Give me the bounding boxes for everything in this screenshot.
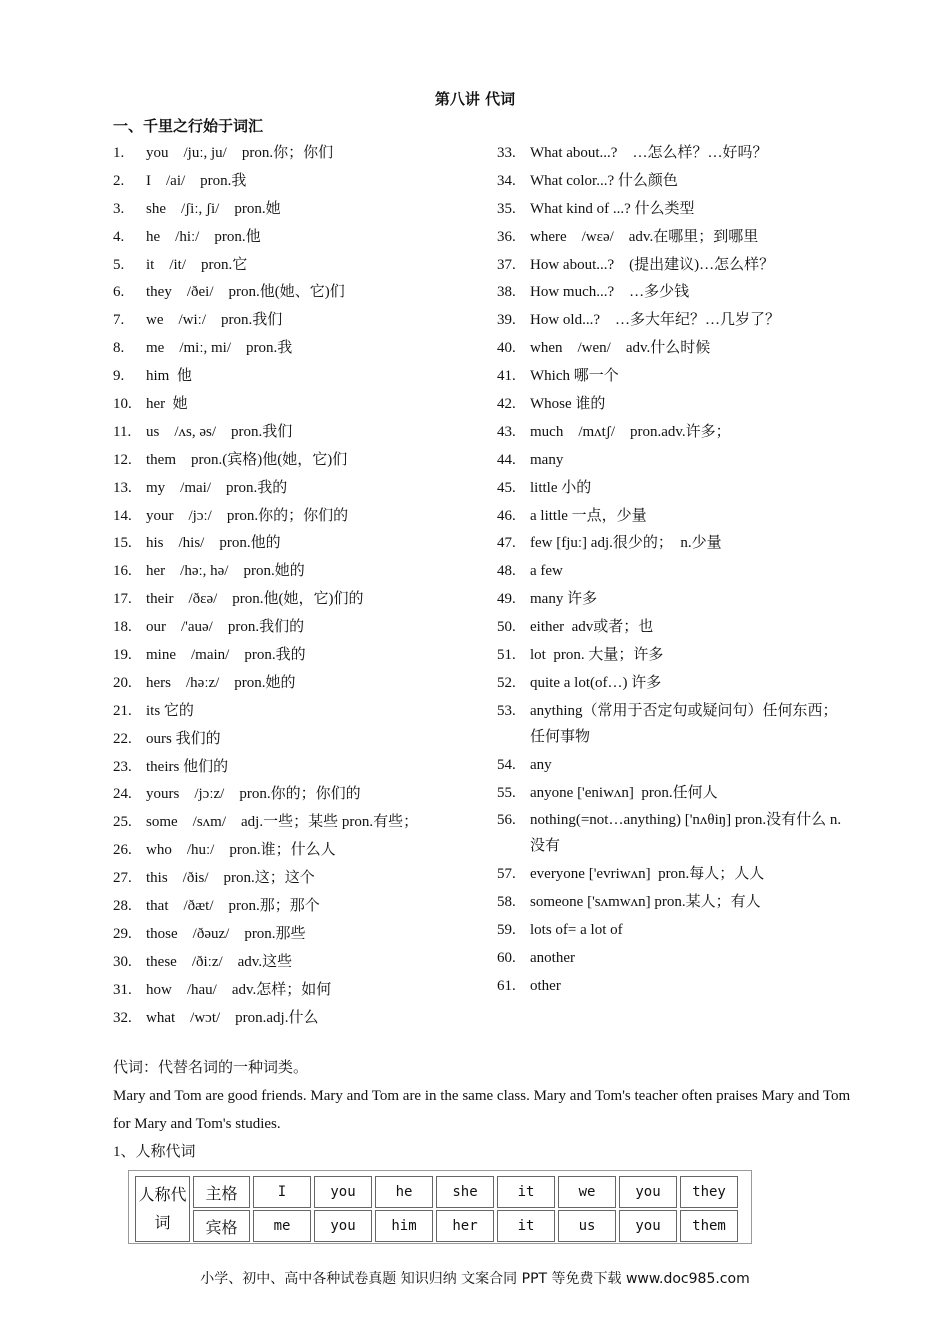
vocab-item bbox=[497, 419, 847, 445]
vocab-item-number: 33. bbox=[497, 145, 516, 161]
vocab-item-number: 30. bbox=[113, 953, 132, 970]
vocab-item-text: this /ðis/ pron.这；这个 bbox=[146, 870, 315, 887]
vocab-item-text: How about...? (提出建议)…怎么样？ bbox=[530, 256, 775, 273]
vocab-item-text: those /ðəuz/ pron.那些 bbox=[146, 925, 306, 942]
vocab-item-number: 17. bbox=[113, 591, 132, 608]
vocab-item-number: 23. bbox=[113, 758, 132, 775]
vocab-item bbox=[113, 614, 483, 640]
vocab-item-number: 10. bbox=[113, 396, 132, 413]
vocab-item bbox=[113, 196, 483, 222]
vocab-item-number: 37. bbox=[497, 256, 516, 273]
vocab-item bbox=[497, 945, 847, 971]
table-header-cell bbox=[135, 1176, 190, 1242]
vocab-item-number: 52. bbox=[497, 674, 516, 691]
vocab-item-text: her /həː, hə/ pron.她的 bbox=[146, 563, 305, 580]
vocab-item bbox=[113, 279, 483, 305]
vocab-item-number: 38. bbox=[497, 284, 516, 301]
vocab-item-text: What kind of ...? 什么类型 bbox=[530, 200, 695, 217]
vocab-item-number: 18. bbox=[113, 619, 132, 636]
vocab-item-number: 53. bbox=[497, 702, 516, 719]
vocab-item-text: him 他 bbox=[146, 368, 192, 385]
vocab-item-text: where /wɛə/ adv.在哪里；到哪里 bbox=[530, 228, 759, 245]
vocab-item bbox=[497, 670, 847, 696]
table-header-line: 人称代 bbox=[138, 1185, 187, 1204]
vocab-item bbox=[113, 307, 483, 333]
vocab-item-text: theirs 他们的 bbox=[146, 758, 229, 775]
vocab-item-number: 16. bbox=[113, 563, 132, 580]
vocab-item bbox=[497, 252, 847, 278]
vocab-item-text: quite a lot(of…) 许多 bbox=[530, 674, 662, 691]
vocab-item bbox=[113, 698, 483, 724]
vocab-item-number: 60. bbox=[497, 950, 516, 967]
vocab-item bbox=[497, 642, 847, 668]
vocab-item bbox=[113, 475, 483, 501]
vocab-item-text: what /wɔt/ pron.adj.什么 bbox=[146, 1009, 319, 1026]
vocab-item-text: he /hiː/ pron.他 bbox=[146, 228, 261, 245]
vocab-item bbox=[113, 977, 483, 1003]
table-cell: you bbox=[619, 1176, 677, 1208]
vocab-item bbox=[497, 752, 847, 778]
vocab-item-text: few [fjuː] adj.很少的； n.少量 bbox=[530, 535, 722, 552]
vocab-list-right bbox=[497, 140, 847, 1001]
vocab-item bbox=[113, 754, 483, 780]
vocab-item bbox=[497, 475, 847, 501]
vocab-item-number: 21. bbox=[113, 702, 132, 719]
vocab-item bbox=[497, 503, 847, 529]
vocab-item-text: yours /jɔːz/ pron.你的；你们的 bbox=[146, 786, 361, 803]
vocab-item-text: my /mai/ pron.我的 bbox=[146, 479, 288, 496]
vocab-item bbox=[113, 921, 483, 947]
vocab-item bbox=[113, 837, 483, 863]
vocab-item-number: 9. bbox=[113, 368, 125, 385]
case-label-objective: 宾格 bbox=[193, 1210, 250, 1242]
table-cell: them bbox=[680, 1210, 738, 1242]
vocab-item-number: 49. bbox=[497, 591, 516, 608]
vocab-item-number: 44. bbox=[497, 451, 516, 468]
vocab-item bbox=[497, 335, 847, 361]
table-cell: I bbox=[253, 1176, 311, 1208]
vocab-item bbox=[497, 973, 847, 999]
vocab-item bbox=[497, 614, 847, 640]
vocab-item-text: everyone ['evriwʌn] pron.每人；人人 bbox=[530, 866, 765, 883]
vocab-item bbox=[497, 807, 847, 859]
vocab-item-text: these /ðiːz/ adv.这些 bbox=[146, 953, 293, 970]
table-cell: it bbox=[497, 1210, 555, 1242]
vocab-item-number: 12. bbox=[113, 451, 132, 468]
vocab-item-text: either adv或者；也 bbox=[530, 619, 654, 636]
vocab-item-number: 19. bbox=[113, 647, 132, 664]
vocab-item-text: their /ðɛə/ pron.他(她，它)们的 bbox=[146, 591, 364, 608]
table-cell: you bbox=[314, 1210, 372, 1242]
vocab-item-text: that /ðæt/ pron.那；那个 bbox=[146, 898, 320, 915]
vocab-item-number: 51. bbox=[497, 647, 516, 664]
vocab-item-text: anything（常用于否定句或疑问句）任何东西；任何事物 bbox=[530, 702, 838, 745]
vocab-item bbox=[113, 893, 483, 919]
vocab-item-text: many bbox=[530, 451, 564, 468]
vocab-item-text: who /huː/ pron.谁；什么人 bbox=[146, 842, 336, 859]
vocab-item-text: someone ['sʌmwʌn] pron.某人；有人 bbox=[530, 894, 761, 911]
table-cell: they bbox=[680, 1176, 738, 1208]
case-label-subjective: 主格 bbox=[193, 1176, 250, 1208]
vocab-item-text: How much...? …多少钱 bbox=[530, 284, 690, 301]
vocab-item bbox=[497, 363, 847, 389]
vocab-item bbox=[113, 670, 483, 696]
vocab-item-text: Which 哪一个 bbox=[530, 368, 619, 385]
vocab-item-number: 22. bbox=[113, 730, 132, 747]
vocab-item bbox=[113, 1005, 483, 1031]
table-cell: he bbox=[375, 1176, 433, 1208]
vocab-item bbox=[497, 391, 847, 417]
vocab-item bbox=[113, 419, 483, 445]
vocab-item-number: 6. bbox=[113, 284, 125, 301]
vocab-item-text: Whose 谁的 bbox=[530, 396, 606, 413]
vocab-item-number: 32. bbox=[113, 1009, 132, 1026]
section-heading: 一、千里之行始于词汇 bbox=[113, 117, 264, 135]
vocab-item-text: hers /həːz/ pron.她的 bbox=[146, 674, 296, 691]
vocab-item-number: 5. bbox=[113, 256, 125, 273]
table-cell: we bbox=[558, 1176, 616, 1208]
vocab-item-text: any bbox=[530, 756, 552, 773]
vocab-item-number: 48. bbox=[497, 563, 516, 580]
table-cell: it bbox=[497, 1176, 555, 1208]
vocab-item bbox=[113, 530, 483, 556]
vocab-item bbox=[497, 224, 847, 250]
vocab-item-number: 43. bbox=[497, 423, 516, 440]
table-row bbox=[135, 1210, 738, 1242]
vocab-item-number: 55. bbox=[497, 784, 516, 801]
vocab-item bbox=[113, 726, 483, 752]
vocab-item-number: 14. bbox=[113, 507, 132, 524]
vocab-item bbox=[113, 503, 483, 529]
vocab-list-left bbox=[113, 140, 483, 1033]
body-paragraphs bbox=[113, 1054, 853, 1166]
vocab-item-number: 47. bbox=[497, 535, 516, 552]
vocab-item-text: nothing(=not…anything) ['nʌθiŋ] pron.没有什么 n.没有 bbox=[530, 812, 842, 855]
vocab-item bbox=[113, 781, 483, 807]
pronoun-table bbox=[132, 1174, 741, 1244]
vocab-item bbox=[497, 861, 847, 887]
vocab-item bbox=[497, 140, 847, 166]
vocab-item-text: she /ʃiː, ʃi/ pron.她 bbox=[146, 200, 281, 217]
vocab-item-number: 35. bbox=[497, 200, 516, 217]
table-cell: me bbox=[253, 1210, 311, 1242]
footer-text: 小学、初中、高中各种试卷真题 知识归纳 文案合同 PPT 等免费下载 www.doc985.com bbox=[200, 1271, 750, 1287]
vocab-item bbox=[497, 558, 847, 584]
vocab-item-number: 27. bbox=[113, 870, 132, 887]
vocab-item-number: 29. bbox=[113, 925, 132, 942]
vocab-item-text: some /sʌm/ adj.一些；某些 pron.有些； bbox=[146, 814, 419, 831]
table-cell: you bbox=[314, 1176, 372, 1208]
vocab-item bbox=[497, 698, 847, 750]
vocab-item-text: anyone ['eniwʌn] pron.任何人 bbox=[530, 784, 718, 801]
vocab-item-text: them pron.(宾格)他(她，它)们 bbox=[146, 451, 348, 468]
vocab-item-text: many 许多 bbox=[530, 591, 598, 608]
vocab-item-text: our /'auə/ pron.我们的 bbox=[146, 619, 305, 636]
vocab-item-number: 20. bbox=[113, 674, 132, 691]
vocab-item-number: 59. bbox=[497, 922, 516, 939]
vocab-item-number: 45. bbox=[497, 479, 516, 496]
vocab-item-number: 26. bbox=[113, 842, 132, 859]
vocab-item-text: his /his/ pron.他的 bbox=[146, 535, 281, 552]
vocab-item-text: I /ai/ pron.我 bbox=[146, 172, 247, 189]
table-cell: us bbox=[558, 1210, 616, 1242]
vocab-item-number: 28. bbox=[113, 898, 132, 915]
table-cell: her bbox=[436, 1210, 494, 1242]
vocab-item-text: little 小的 bbox=[530, 479, 592, 496]
vocab-item bbox=[497, 917, 847, 943]
vocab-item bbox=[497, 780, 847, 806]
vocab-item bbox=[113, 140, 483, 166]
vocab-item bbox=[497, 168, 847, 194]
vocab-item-text: they /ðei/ pron.他(她、它)们 bbox=[146, 284, 345, 301]
vocab-item bbox=[113, 224, 483, 250]
table-cell: she bbox=[436, 1176, 494, 1208]
vocab-item-number: 31. bbox=[113, 981, 132, 998]
vocab-item-number: 4. bbox=[113, 228, 125, 245]
vocab-item-text: a few bbox=[530, 563, 563, 580]
vocab-item-number: 34. bbox=[497, 172, 516, 189]
vocab-item-number: 13. bbox=[113, 479, 132, 496]
vocab-item-number: 15. bbox=[113, 535, 132, 552]
vocab-item bbox=[497, 447, 847, 473]
vocab-item bbox=[497, 889, 847, 915]
vocab-item-text: other bbox=[530, 977, 561, 994]
vocab-item bbox=[113, 558, 483, 584]
vocab-item-number: 54. bbox=[497, 756, 516, 773]
vocab-item bbox=[113, 252, 483, 278]
vocab-item bbox=[113, 642, 483, 668]
vocab-item-number: 3. bbox=[113, 200, 125, 217]
vocab-item bbox=[113, 586, 483, 612]
vocab-item-number: 42. bbox=[497, 396, 516, 413]
vocab-item bbox=[497, 530, 847, 556]
vocab-item-number: 41. bbox=[497, 368, 516, 385]
vocab-item-number: 58. bbox=[497, 894, 516, 911]
vocab-item-number: 57. bbox=[497, 866, 516, 883]
definition-paragraph: 代词：代替名词的一种词类。 bbox=[113, 1060, 309, 1076]
vocab-item-text: much /mʌtʃ/ pron.adv.许多； bbox=[530, 423, 731, 440]
vocab-item bbox=[113, 335, 483, 361]
vocab-item bbox=[497, 279, 847, 305]
vocab-item-text: another bbox=[530, 950, 575, 967]
vocab-item-text: it /it/ pron.它 bbox=[146, 256, 248, 273]
example-paragraph: Mary and Tom are good friends. Mary and Tom are in the same class. Mary and Tom's teacher often praises Mary and Tom for Mary and Tom's studies. bbox=[113, 1088, 851, 1132]
vocab-item-text: your /jɔː/ pron.你的；你们的 bbox=[146, 507, 349, 524]
vocab-item-text: us /ʌs, əs/ pron.我们 bbox=[146, 423, 293, 440]
vocab-item-number: 39. bbox=[497, 312, 516, 329]
vocab-item-number: 36. bbox=[497, 228, 516, 245]
vocab-item-number: 61. bbox=[497, 977, 516, 994]
vocab-item-text: we /wiː/ pron.我们 bbox=[146, 312, 283, 329]
vocab-item-text: a little 一点，少量 bbox=[530, 507, 647, 524]
vocab-item-text: What about...? …怎么样？…好吗？ bbox=[530, 145, 768, 161]
vocab-item-number: 50. bbox=[497, 619, 516, 636]
vocab-item bbox=[113, 447, 483, 473]
vocab-item-text: how /hau/ adv.怎样；如何 bbox=[146, 981, 332, 998]
vocab-item bbox=[113, 949, 483, 975]
vocab-item-text: its 它的 bbox=[146, 702, 194, 719]
vocab-item-text: her 她 bbox=[146, 396, 188, 413]
vocab-item bbox=[113, 809, 483, 835]
vocab-item-number: 1. bbox=[113, 145, 125, 161]
vocab-item-text: How old...? …多大年纪？…几岁了？ bbox=[530, 312, 780, 329]
table-cell: you bbox=[619, 1210, 677, 1242]
vocab-item-text: you /juː, ju/ pron.你；你们 bbox=[146, 145, 334, 161]
table-header-line: 词 bbox=[154, 1213, 171, 1232]
table-row bbox=[135, 1176, 738, 1208]
vocab-item-text: ours 我们的 bbox=[146, 730, 221, 747]
vocab-item-number: 40. bbox=[497, 340, 516, 357]
vocab-item bbox=[497, 586, 847, 612]
vocab-item-text: me /miː, mi/ pron.我 bbox=[146, 340, 293, 357]
pronoun-table-frame bbox=[128, 1170, 752, 1244]
vocab-item bbox=[113, 391, 483, 417]
vocab-item bbox=[497, 307, 847, 333]
vocab-item-number: 11. bbox=[113, 423, 132, 440]
vocab-item-number: 25. bbox=[113, 814, 132, 831]
vocab-item-text: lot pron. 大量；许多 bbox=[530, 647, 664, 664]
vocab-item-text: lots of= a lot of bbox=[530, 922, 623, 939]
table-cell: him bbox=[375, 1210, 433, 1242]
vocab-item bbox=[113, 363, 483, 389]
vocab-item-number: 56. bbox=[497, 812, 516, 829]
subsection-heading: 1、人称代词 bbox=[113, 1144, 196, 1160]
page-title: 第八讲 代词 bbox=[434, 90, 516, 108]
vocab-item-number: 24. bbox=[113, 786, 132, 803]
vocab-item-number: 8. bbox=[113, 340, 125, 357]
vocab-item-text: when /wen/ adv.什么时候 bbox=[530, 340, 711, 357]
vocab-item bbox=[497, 196, 847, 222]
vocab-item-number: 46. bbox=[497, 507, 516, 524]
vocab-item-number: 7. bbox=[113, 312, 125, 329]
vocab-item-number: 2. bbox=[113, 172, 125, 189]
vocab-item bbox=[113, 168, 483, 194]
vocab-item bbox=[113, 865, 483, 891]
vocab-item-text: mine /main/ pron.我的 bbox=[146, 647, 306, 664]
vocab-item-text: What color...? 什么颜色 bbox=[530, 172, 678, 189]
